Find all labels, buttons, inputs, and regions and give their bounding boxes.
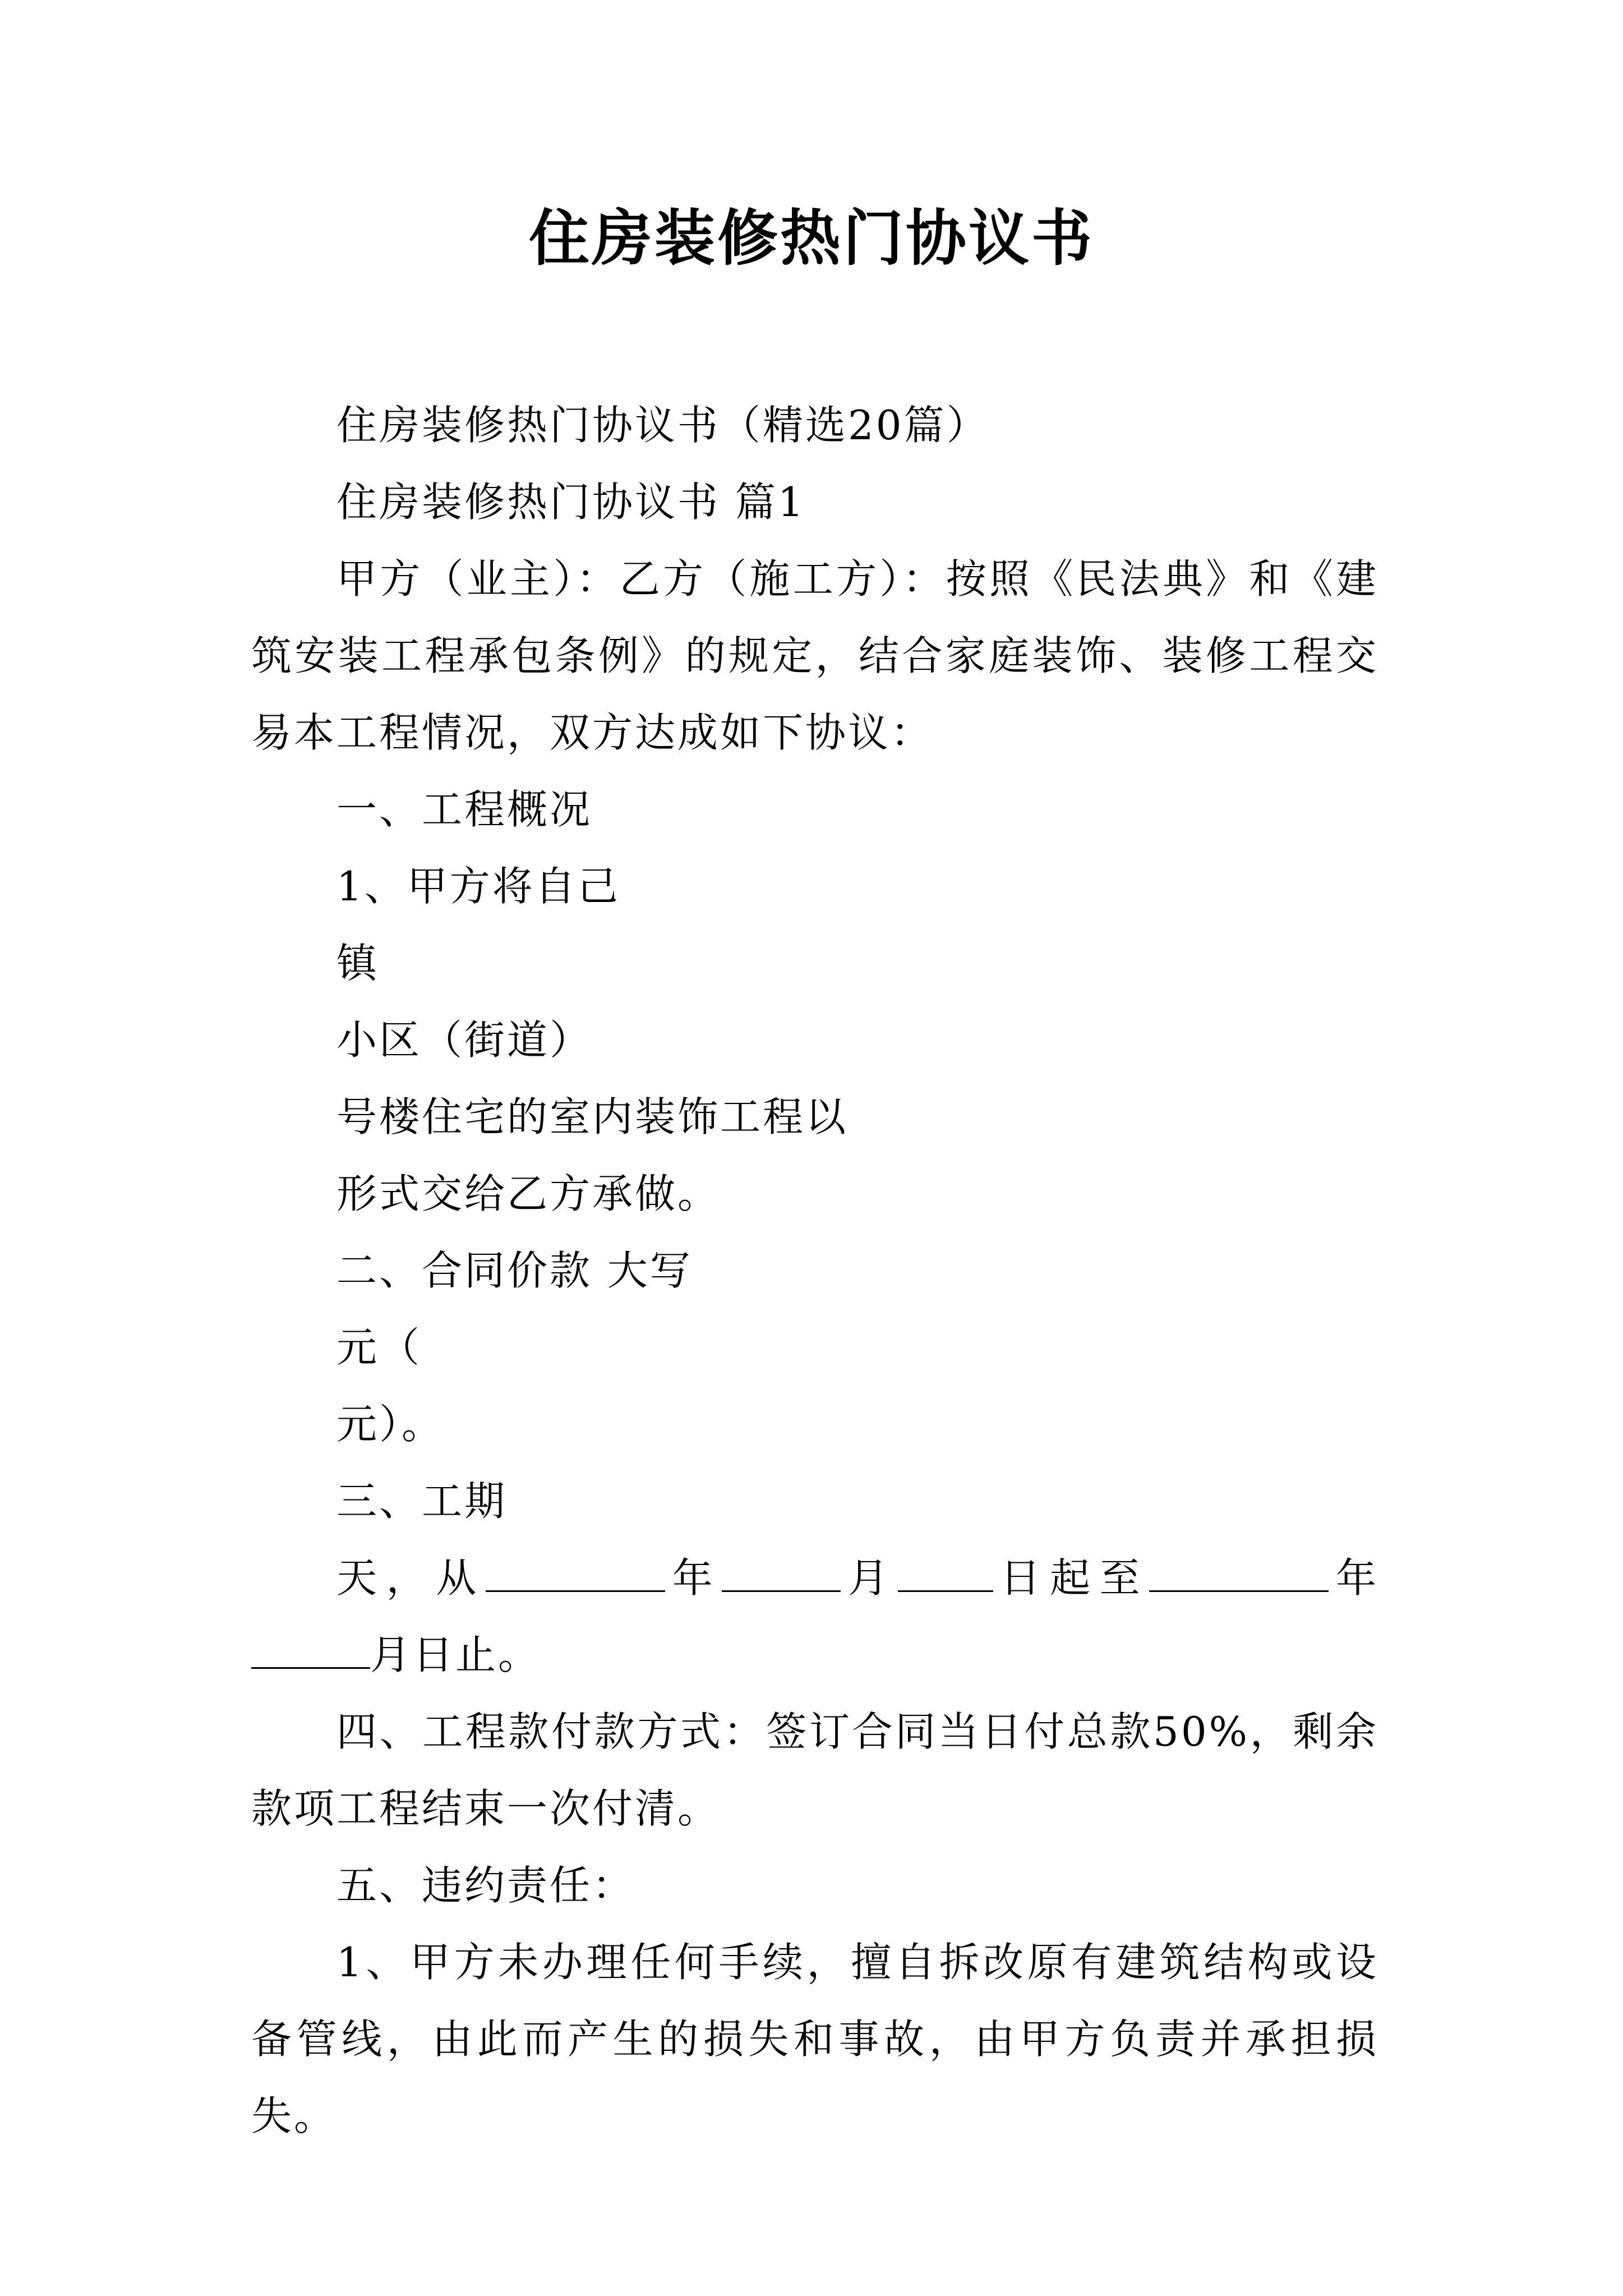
paragraph-price-1: 元（ — [336, 1324, 422, 1371]
document-body — [251, 387, 1378, 2155]
duration-text-end-day: 日止。 — [413, 1631, 541, 1678]
blank-end-month — [251, 1632, 370, 1669]
duration-text-year: 年 — [665, 1554, 722, 1602]
blank-end-year — [1149, 1556, 1329, 1592]
paragraph-community: 小区（街道） — [336, 1016, 593, 1064]
paragraph-form: 形式交给乙方承做。 — [336, 1170, 721, 1217]
paragraph-section-heading: 住房装修热门协议书 篇1 — [336, 478, 806, 526]
paragraph-town: 镇 — [336, 940, 380, 987]
paragraph-clause-5-1: 1、甲方未办理任何手续，擅自拆改原有建筑结构或设备管线，由此而产生的损失和事故，由甲方负责并承担损失。 — [251, 1939, 1378, 2139]
blank-start-year — [486, 1556, 665, 1592]
paragraph-building: 号楼住宅的室内装饰工程以 — [336, 1093, 849, 1140]
blank-start-day — [898, 1556, 993, 1592]
paragraph-clause-2-heading: 二、合同价款 大写 — [336, 1247, 693, 1294]
document-title: 住房装修热门协议书 — [528, 203, 1094, 274]
paragraph-clause-4: 四、工程款付款方式：签订合同当日付总款50%，剩余款项工程结束一次付清。 — [251, 1708, 1378, 1832]
duration-text-month: 月 — [841, 1554, 898, 1602]
blank-start-month — [722, 1556, 841, 1592]
paragraph-preamble: 甲方（业主）：乙方（施工方）：按照《民法典》和《建筑安装工程承包条例》的规定，结合家庭装饰、装修工程交易本工程情况，双方达成如下协议： — [251, 555, 1378, 756]
paragraph-subtitle: 住房装修热门协议书（精选20篇） — [336, 402, 989, 449]
paragraph-clause-3-heading: 三、工期 — [336, 1478, 508, 1525]
paragraph-clause-1-heading: 一、工程概况 — [336, 786, 593, 833]
paragraph-price-2: 元）。 — [336, 1401, 445, 1448]
duration-text-end-year: 年 — [1329, 1554, 1378, 1602]
paragraph-clause-1-1: 1、甲方将自己 — [336, 863, 620, 910]
paragraph-duration — [251, 1540, 1378, 1694]
duration-text-from: 日起至 — [993, 1554, 1150, 1602]
duration-text-days: 天，从 — [336, 1554, 486, 1602]
paragraph-clause-5-heading: 五、违约责任： — [336, 1862, 635, 1909]
duration-text-end-month: 月 — [370, 1631, 413, 1678]
